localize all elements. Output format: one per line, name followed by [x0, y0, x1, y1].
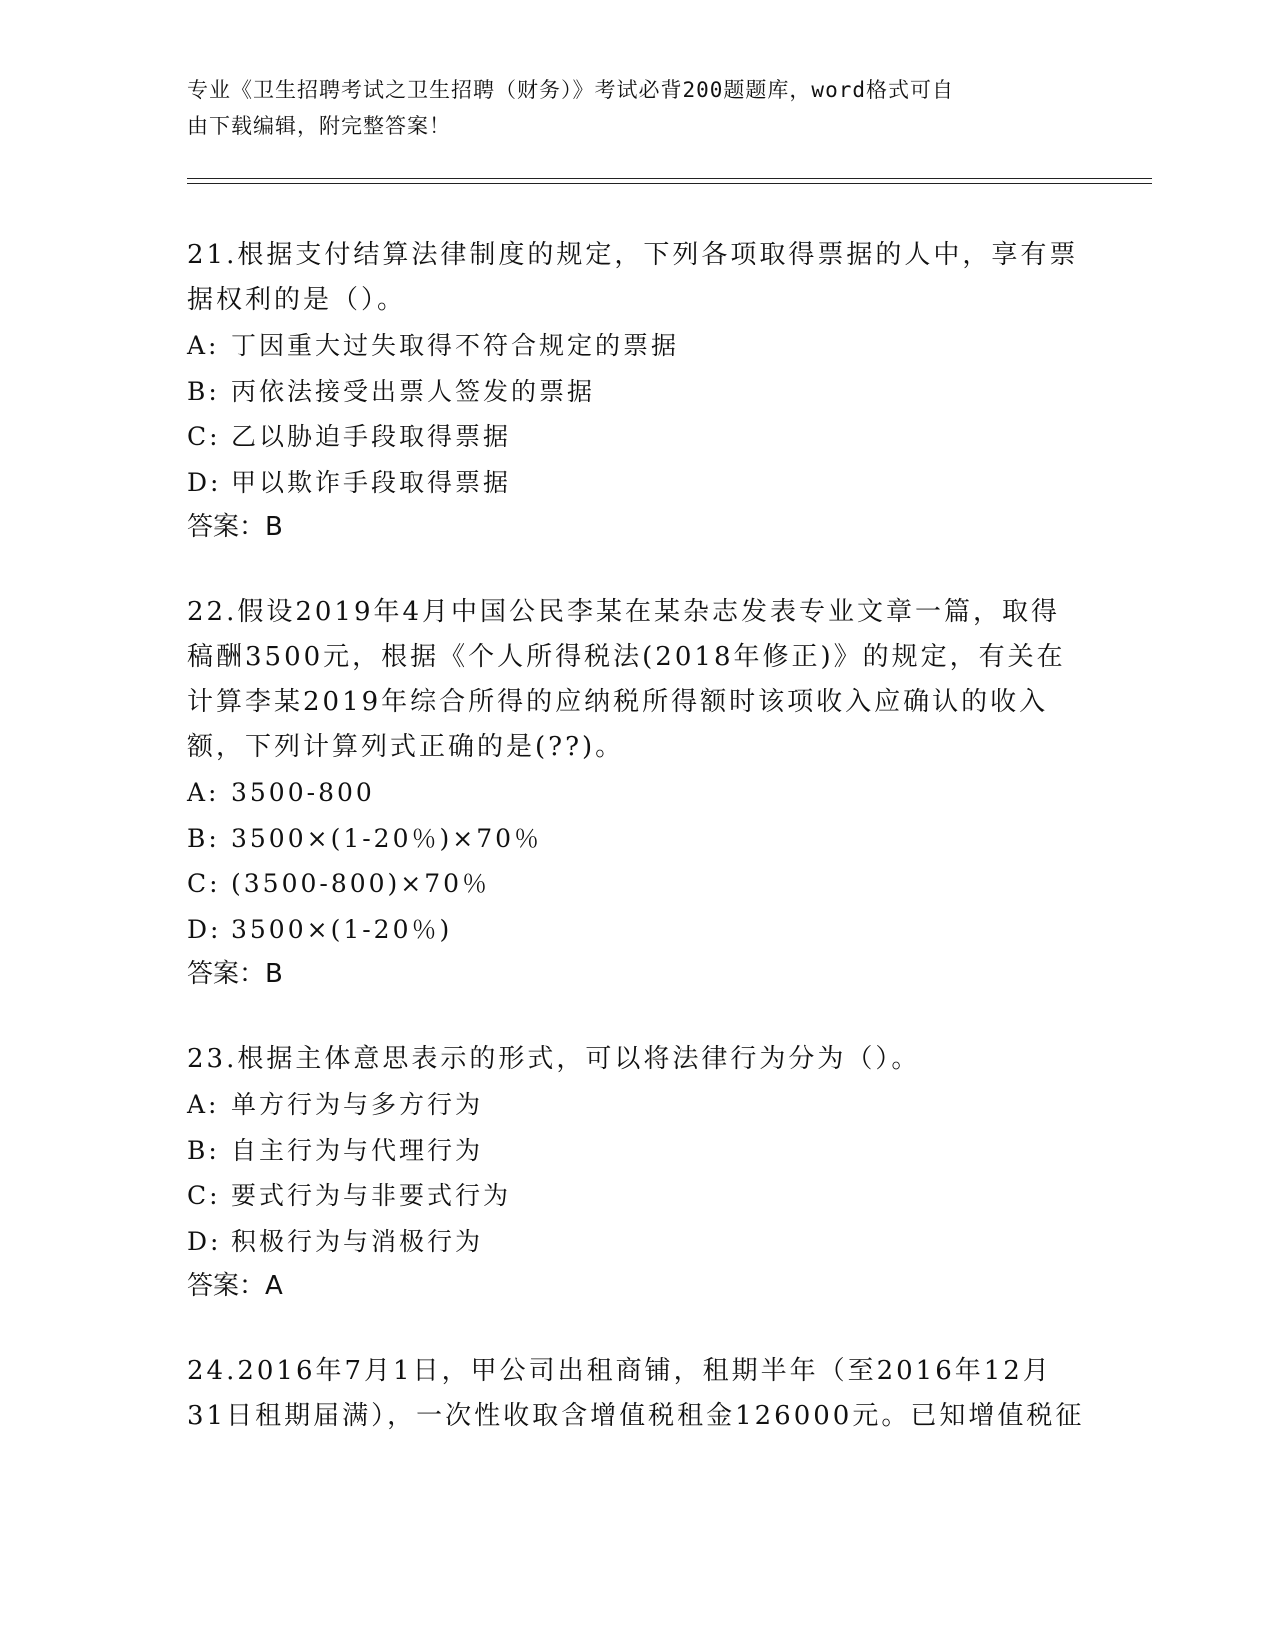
option-text: 自主行为与代理行为 — [231, 1135, 484, 1165]
answer-line: 答案：A — [187, 1271, 283, 1301]
option-text: 丁因重大过失取得不符合规定的票据 — [231, 331, 680, 360]
option-text: 要式行为与非要式行为 — [231, 1181, 512, 1210]
option-a — [187, 323, 1087, 369]
header-line-2: 由下载编辑，附完整答案！ — [187, 114, 451, 138]
option-text: 单方行为与多方行为 — [231, 1090, 484, 1119]
option-key: A: — [187, 1090, 220, 1119]
question-stem: 23.根据主体意思表示的形式，可以将法律行为分为（）。 — [187, 1044, 921, 1074]
option-key: B: — [187, 376, 220, 406]
option-text: 积极行为与消极行为 — [231, 1226, 484, 1256]
option-b — [187, 369, 1087, 415]
option-key: D: — [187, 1226, 222, 1256]
question-24 — [187, 1349, 1087, 1439]
option-text: 3500×(1-20％) — [231, 914, 453, 944]
option-c — [187, 861, 1087, 907]
option-key: D: — [187, 914, 222, 944]
option-c — [187, 414, 1087, 460]
answer-line: 答案：B — [187, 959, 283, 989]
option-key: A: — [187, 778, 220, 807]
option-text: 3500-800 — [231, 778, 375, 807]
option-key: D: — [187, 467, 222, 497]
option-b — [187, 1128, 1087, 1174]
question-stem: 21.根据支付结算法律制度的规定，下列各项取得票据的人中，享有票据权利的是（）。 — [187, 240, 1079, 315]
header-divider-bottom — [187, 183, 1152, 184]
option-text: 3500×(1-20％)×70％ — [231, 823, 543, 853]
option-key: B: — [187, 823, 220, 853]
question-22 — [187, 590, 1087, 997]
option-key: C: — [187, 869, 221, 898]
option-key: A: — [187, 331, 220, 360]
option-text: 乙以胁迫手段取得票据 — [231, 422, 512, 451]
header-line-1: 专业《卫生招聘考试之卫生招聘（财务）》考试必背200题题库，word格式可自 — [187, 78, 954, 102]
question-stem: 22.假设2019年4月中国公民李某在某杂志发表专业文章一篇，取得稿酬3500元，根据《个人所得税法(2018年修正)》的规定，有关在计算李某2019年综合所得的应纳税所得额时该项收入应确认的收入额，下列计算列式正确的是(??)。 — [187, 597, 1066, 762]
option-key: B: — [187, 1135, 220, 1165]
option-key: C: — [187, 1181, 221, 1210]
option-text: 丙依法接受出票人签发的票据 — [231, 376, 596, 406]
option-c — [187, 1173, 1087, 1219]
document-header — [187, 72, 1087, 144]
question-23 — [187, 1037, 1087, 1309]
question-21 — [187, 233, 1087, 550]
option-key: C: — [187, 422, 221, 451]
option-a — [187, 1082, 1087, 1128]
option-text: (3500-800)×70％ — [231, 869, 491, 898]
question-stem: 24.2016年7月1日，甲公司出租商铺，租期半年（至2016年12月31日租期届满），一次性收取含增值税租金126000元。已知增值税征 — [187, 1356, 1085, 1431]
option-d — [187, 460, 1087, 506]
option-d — [187, 907, 1087, 953]
option-d — [187, 1219, 1087, 1265]
option-a — [187, 770, 1087, 816]
option-text: 甲以欺诈手段取得票据 — [231, 467, 512, 497]
option-b — [187, 816, 1087, 862]
question-list — [187, 233, 1087, 1479]
header-divider-top — [187, 178, 1152, 179]
answer-line: 答案：B — [187, 512, 283, 542]
